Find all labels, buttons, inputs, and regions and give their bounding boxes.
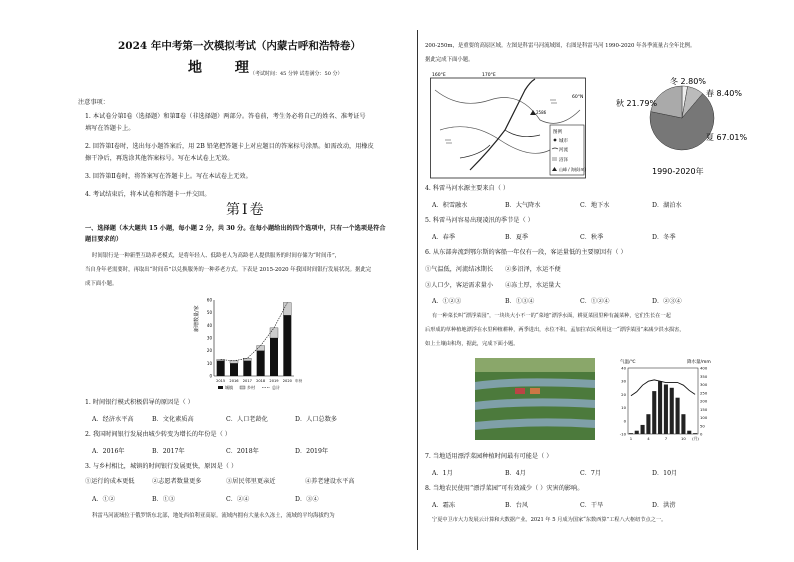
legend-rural-swatch [240,386,245,389]
q2-option-c[interactable]: C．2018年 [226,448,259,455]
pie-caption: 1990-2020年 [652,167,704,176]
q1-option-d[interactable]: D．人口总数多 [295,416,338,423]
subject-title: 地 理 [188,60,263,76]
month-tick-label: 1 [629,436,633,441]
climate-frame [628,368,698,434]
legend-urban-swatch [218,386,223,389]
q3-item-1: ①运行的成本更低 [85,478,135,485]
precip-tick-label: 100 [700,415,708,420]
legend-river: 河流 [559,148,568,153]
section-instruction: 一、选择题（本大题共 15 小题，每小题 2 分，共 30 分。在每小题给出的四个选项中，只有一个选项是符合 [85,225,386,232]
q7-option-a[interactable]: A．1月 [432,470,453,477]
chart-xlabel: 年份 [295,379,302,383]
lon-label: 160°E [432,73,446,78]
q6-item-1: ①气温低，河流结冰期长 [425,266,494,273]
notes-heading: 注意事项： [78,99,109,106]
q8-option-b[interactable]: B．台风 [505,502,529,509]
pie-label-autumn: 秋 21.79% [616,99,658,108]
bar-urban [217,361,225,376]
precip-tick-label: 0 [700,431,703,437]
precip-tick-label: 250 [700,390,708,396]
note-line: 3. 回答第Ⅱ卷时，将答案写在答题卡上。写在本试卷上无效。 [85,173,252,180]
q5-option-a[interactable]: A．春季 [432,234,456,241]
bar-urban [243,361,251,376]
q3-option-c[interactable]: C．②④ [226,496,250,503]
chart-ylabel: 新增数量/家 [194,305,200,332]
passage-line: 后形成的草种植地漂浮在水里种植耕种，两季进出，水位不积。孟加拉农民利用这一“漂浮菜园”来减少洪水损害， [425,327,685,333]
temperature-line [631,380,695,396]
precip-bar [693,433,697,434]
passage-line: 据此完成下面小题。 [425,57,474,63]
seasonal-flow-pie [612,70,762,182]
month-tick-label: 7 [664,436,668,441]
precip-bar [664,385,668,435]
bar-urban [283,315,291,376]
q7-option-b[interactable]: B．4月 [505,470,526,477]
pie-label-summer: 夏 67.01% [706,133,748,142]
temp-tick-label: 40 [621,365,626,371]
legend-marsh: 沼泽 [559,158,568,163]
bar-urban [257,351,265,376]
climate-temp-label: 气温/℃ [620,360,636,365]
lat-label: 60°N [572,95,584,100]
precip-bar [641,425,645,434]
precip-bar [652,391,656,434]
kolyma-river-map [430,70,590,180]
note-line: 擦干净后，再选涂其他答案标号。写在本试卷上无效。 [85,155,234,162]
precip-bar [670,388,674,434]
q4-option-b[interactable]: B．大气降水 [505,202,541,209]
legend-peak: 山峰 / 海拔(m) [559,167,586,172]
bar-urban [270,338,278,376]
precip-tick-label: 200 [700,398,708,404]
q3-item-3: ③居民邻里更亲近 [226,478,276,485]
temp-tick-label: 30 [621,378,626,384]
month-unit-label: (月) [692,436,699,441]
q7-option-d[interactable]: D．10月 [652,470,678,477]
q6-option-a[interactable]: A．①②③ [432,298,462,305]
question-stem: 6. 从东部奔流到鄂尔斯的客船一年仅有一段，客运量低的主要原因有（ ） [425,249,627,256]
city-icon [554,139,557,142]
note-line: 填写在答题卡上。 [85,125,135,132]
q6-item-2: ②多沼泽，水运不便 [505,266,561,273]
month-tick-label: 4 [647,436,650,441]
temp-tick-label: -10 [619,431,626,437]
question-stem: 7. 当地适用漂浮菜园种植时间最有可能是（ ） [425,453,553,460]
legend-title: 图例 [553,130,562,135]
q5-option-d[interactable]: D．冬季 [652,234,676,241]
precip-bar [635,431,639,434]
q2-option-a[interactable]: A．2016年 [92,448,125,455]
time-bank-bar-chart [192,290,302,400]
q6-option-b[interactable]: B．①③④ [505,298,535,305]
q8-option-a[interactable]: A．霜冻 [432,502,456,509]
exam-title: 2024 年中考第一次模拟考试（内蒙古呼和浩特卷） [118,40,361,52]
x-tick-label: 2016 [229,379,239,383]
pie-label-winter: 冬 2.80% [670,77,706,86]
temp-tick-label: 20 [621,391,626,397]
legend-urban: 城镇 [225,385,233,390]
month-tick-label: 10 [680,436,686,441]
q3-option-b[interactable]: B．①③ [152,496,176,503]
bar-rural [257,346,265,351]
bar-rural [283,303,291,316]
q8-option-d[interactable]: D．洪涝 [652,502,676,509]
question-stem: 1. 时间银行模式积极倡导的原因是（ ） [85,399,194,406]
q3-item-2: ②志愿者数量更多 [152,478,202,485]
passage-line: 宁夏中卫市大力发展云计算和大数据产业。2021 年 5 月成为国家“东数西算”工程八大枢纽节点之一。 [432,517,667,523]
bar-rural [243,358,251,361]
q5-option-c[interactable]: C．秋季 [580,234,604,241]
section-title: 第Ⅰ卷 [226,202,266,218]
temp-tick-label: 10 [621,405,626,411]
precip-tick-label: 50 [700,423,705,429]
y-tick-label: 60 [206,297,212,303]
pie-label-spring: 春 8.40% [706,89,742,98]
q4-option-a[interactable]: A．积雪融水 [432,202,468,209]
y-tick-label: 10 [206,360,212,366]
question-stem: 8. 当地农民使用“漂浮菜园”可有效减少（ ）灾害的影响。 [425,485,584,492]
passage-line: 时间银行是一种新型互助养老模式，是将年轻人、低龄老人为高龄老人提供服务的时间存储为“时间币”， [92,253,341,259]
q8-option-c[interactable]: C．干旱 [580,502,604,509]
q1-option-c[interactable]: C．人口老龄化 [226,416,268,423]
q7-option-c[interactable]: C．7月 [580,470,602,477]
q4-option-c[interactable]: C．地下水 [580,202,610,209]
y-tick-label: 20 [206,348,212,354]
passage-line: 200-250m，是重要的高原区域。左图是科雷马河流域图，右图是科雷马河 1990-2020 年各季流量占全年比例。 [425,43,696,49]
note-line: 4. 考试结束后，将本试卷和答题卡一并交回。 [85,191,211,198]
note-line: 1. 本试卷分第Ⅰ卷（选择题）和第Ⅱ卷（非选择题）两部分。答卷前，考生务必将自己的姓名、准考证号 [85,113,366,120]
q4-option-d[interactable]: D．湖泊水 [652,202,682,209]
q6-option-c[interactable]: C．①②④ [580,298,610,305]
q1-option-b[interactable]: B．文化素质高 [152,416,194,423]
precip-bar [629,433,633,434]
q6-item-4: ④冻土厚，水运量大 [505,282,561,289]
passage-line: 科雷马河流域位于俄罗斯东北部，地处西伯利亚高原。流域内拥有大量永久冻土，流域的平均海拔约为 [92,513,335,519]
legend-total: 总计 [272,385,280,390]
bar-rural [270,328,278,338]
precip-tick-label: 400 [700,365,708,371]
y-tick-label: 50 [206,310,212,316]
bar-urban [230,363,238,376]
exam-info: （考试时间：45 分钟 试卷满分：50 分） [250,71,343,77]
x-tick-label: 2017 [242,379,252,383]
question-stem: 5. 科雷马河容易出现凌汛的季节是（ ） [425,217,534,224]
climate-precip-label: 降水量/mm [687,360,711,365]
precip-bar [687,431,691,434]
q6-option-d[interactable]: D．②③④ [652,298,682,305]
climate-chart [612,356,722,446]
temp-tick-label: 0 [623,418,626,424]
question-stem: 2. 我国时间银行发展由城少转变为增长的年份是（ ） [85,431,231,438]
x-tick-label: 2019 [269,379,279,383]
x-tick-label: 2018 [256,379,266,383]
q5-option-b[interactable]: B．夏季 [505,234,529,241]
q2-option-b[interactable]: B．2017年 [152,448,185,455]
question-stem: 3. 与乡村相比，城镇的时间银行发展更快，原因是（ ） [85,463,238,470]
q3-option-a[interactable]: A．①② [92,496,116,503]
q3-item-4: ④养老建设水平高 [305,478,355,485]
section-instruction: 题目要求的） [85,236,123,243]
lon-label: 170°E [482,73,496,78]
y-tick-label: 0 [209,373,212,379]
q1-option-a[interactable]: A．经济水平高 [92,416,134,423]
passage-line: 有一种菜长叫“漂浮菜园”，一块块大小不一的“菜地”漂浮水面，耕夏菜园里种有蔬菜种，它们生长在一起 [432,313,671,319]
precip-tick-label: 350 [700,373,708,379]
legend-city: 城市 [559,139,568,144]
precip-bar [676,398,680,434]
column-divider [417,30,418,550]
note-line: 2. 回答第Ⅰ卷时，选出每小题答案后，用 2B 铅笔把答题卡上对应题目的答案标号涂黑。如需改动，用橡皮 [85,143,374,150]
passage-line: 成下面小题。 [85,281,118,287]
legend-rural: 乡村 [247,385,255,390]
y-tick-label: 40 [206,322,212,328]
y-tick-label: 30 [206,335,212,341]
q2-option-d[interactable]: D．2019年 [295,448,329,455]
precip-bar [681,414,685,434]
x-tick-label: 2015 [216,379,226,383]
precip-bar [658,381,662,434]
passage-line: 当自身年老需要时，再取出“时间币”以兑换服务的一种养老方式。下表是 2015-2020 年我国时间银行发展状况。据此完 [85,267,372,273]
x-tick-label: 2020 [282,379,292,383]
question-stem: 4. 科雷马河水源主要来自（ ） [425,185,510,192]
precip-tick-label: 300 [700,382,708,387]
q6-item-3: ③人口少，客运需求量小 [425,282,494,289]
precip-bar [646,414,650,434]
bar-rural [230,361,238,364]
floating-garden-photo [475,358,595,440]
q3-option-d[interactable]: D．③④ [295,496,319,503]
peak-elevation: 2586 [536,110,547,115]
precip-tick-label: 150 [700,406,708,412]
passage-line: 如上土壤由积均，据此，完成下面小题。 [425,341,519,347]
